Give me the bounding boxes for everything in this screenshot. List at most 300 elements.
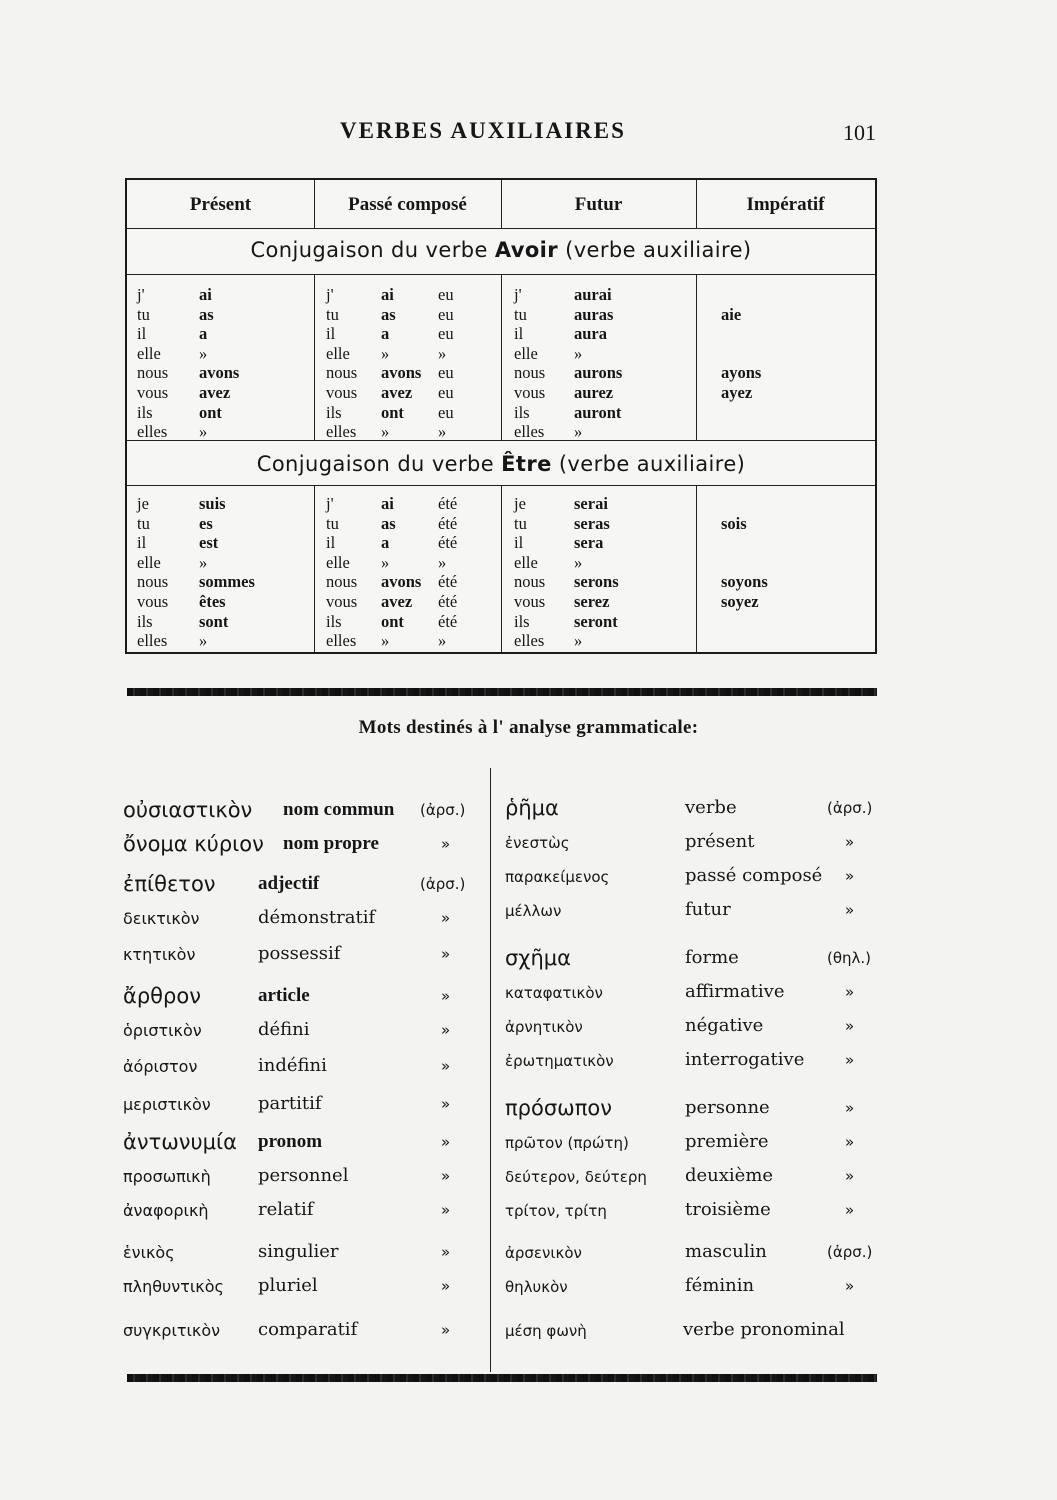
verb-form: »	[574, 343, 583, 363]
passe-compose-line	[326, 514, 496, 534]
passe-compose-line	[326, 363, 496, 383]
futur-line	[514, 533, 694, 553]
imperatif-line	[717, 344, 867, 364]
glossary-row	[505, 1240, 885, 1270]
futur-column	[514, 494, 694, 651]
gender-note: (ἀρσ.)	[420, 801, 466, 819]
auxiliary: ont	[381, 611, 404, 631]
french-term: passé composé	[685, 865, 823, 886]
bottom-rule	[127, 1374, 877, 1382]
pronoun: il	[137, 324, 147, 344]
avoir-conjugation	[127, 285, 875, 445]
french-term: indéfini	[258, 1055, 327, 1076]
glossary-row	[505, 1164, 885, 1194]
glossary-row	[505, 1130, 885, 1160]
auxiliary: as	[381, 513, 396, 533]
passe-compose-line	[326, 344, 496, 364]
greek-term: σχῆμα	[505, 946, 571, 970]
verb-form: »	[574, 422, 583, 442]
passe-compose-line	[326, 324, 496, 344]
imperatif-line	[717, 572, 867, 592]
pronoun: il	[326, 324, 336, 344]
french-term: masculin	[685, 1241, 767, 1262]
futur-line	[514, 383, 694, 403]
gender-note: (ἀρσ.)	[827, 799, 873, 817]
present-line	[137, 305, 307, 325]
participle: été	[438, 494, 458, 513]
gender-note: »	[441, 1201, 451, 1219]
auxiliary: avez	[381, 591, 413, 611]
auxiliary: »	[381, 422, 390, 442]
running-title: VERBES AUXILIAIRES	[340, 118, 626, 143]
pronoun: ils	[137, 402, 153, 422]
verb-form: aurai	[574, 285, 612, 304]
pronoun: ils	[514, 402, 530, 422]
pronoun: tu	[326, 304, 339, 324]
avoir-verb: Avoir	[494, 238, 559, 262]
imperatif-line	[717, 305, 867, 325]
gender-note: »	[845, 1167, 855, 1185]
present-line	[137, 383, 307, 403]
etre-conjugation	[127, 494, 875, 654]
french-term: affirmative	[685, 981, 785, 1002]
page-number: 101	[843, 120, 876, 145]
avoir-title-prefix: Conjugaison du verbe	[250, 238, 488, 262]
greek-term: ἐρωτηματικὸν	[505, 1052, 614, 1070]
present-line	[137, 612, 307, 632]
pronoun: elle	[137, 343, 161, 363]
participle: eu	[438, 402, 454, 422]
greek-term: ῥῆμα	[505, 796, 559, 820]
pronoun: il	[137, 533, 147, 553]
glossary-row	[123, 1240, 488, 1270]
greek-term: καταφατικὸν	[505, 984, 603, 1002]
passe-compose-line	[326, 572, 496, 592]
pronoun: elles	[326, 631, 357, 651]
futur-line	[514, 305, 694, 325]
french-term: démonstratif	[258, 907, 376, 928]
verb-form: serons	[574, 572, 619, 592]
glossary-row	[505, 1198, 885, 1228]
verb-form: soyez	[721, 591, 759, 611]
glossary-row	[123, 1318, 488, 1348]
pronoun: nous	[137, 572, 169, 592]
col-divider	[314, 180, 315, 228]
etre-verb: Être	[501, 452, 552, 476]
pronoun: elles	[326, 422, 357, 442]
greek-term: ὁριστικὸν	[123, 1021, 202, 1040]
gender-note: (θηλ.)	[827, 949, 872, 967]
imperatif-line	[717, 403, 867, 423]
passe-compose-line	[326, 553, 496, 573]
gender-note: »	[441, 1243, 451, 1261]
participle: »	[438, 631, 447, 651]
verb-form: aurez	[574, 382, 614, 402]
pronoun: nous	[326, 572, 358, 592]
pronoun: elles	[137, 422, 168, 442]
gender-note: »	[441, 1057, 451, 1075]
pronoun: tu	[326, 513, 339, 533]
greek-term: ἐπίθετον	[123, 872, 216, 896]
futur-line	[514, 592, 694, 612]
passe-compose-line	[326, 383, 496, 403]
pronoun: vous	[514, 591, 546, 611]
french-term: nom commun	[283, 799, 395, 820]
imperatif-line	[717, 514, 867, 534]
gender-note: »	[845, 1051, 855, 1069]
pronoun: nous	[326, 363, 358, 383]
auxiliary: as	[381, 304, 396, 324]
glossary-row	[505, 830, 885, 860]
greek-term: κτητικὸν	[123, 945, 196, 964]
futur-column	[514, 285, 694, 442]
pronoun: elle	[326, 552, 350, 572]
pronoun: il	[514, 324, 524, 344]
pronoun: j'	[514, 285, 522, 304]
glossary-row	[123, 832, 488, 862]
imperatif-line	[717, 363, 867, 383]
pronoun: ils	[326, 611, 342, 631]
verb-form: aura	[574, 324, 607, 344]
gender-note: »	[845, 1099, 855, 1117]
auxiliary: ai	[381, 285, 394, 304]
french-term: relatif	[258, 1199, 314, 1220]
glossary-row	[123, 1164, 488, 1194]
gender-note: »	[845, 1133, 855, 1151]
gender-note: »	[441, 945, 451, 963]
participle: »	[438, 422, 447, 442]
present-line	[137, 363, 307, 383]
verb-form: ayons	[721, 363, 762, 383]
greek-term: μεριστικὸν	[123, 1095, 211, 1114]
pronoun: nous	[137, 363, 169, 383]
french-term: deuxième	[685, 1165, 774, 1186]
gender-note: »	[441, 1021, 451, 1039]
greek-term: ἀρσενικὸν	[505, 1244, 582, 1262]
auxiliary: ont	[381, 402, 404, 422]
passe-compose-line	[326, 285, 496, 305]
greek-term: ἀρνητικὸν	[505, 1018, 583, 1036]
verb-form: as	[199, 304, 214, 324]
auxiliary: ai	[381, 494, 394, 513]
pronoun: vous	[137, 382, 169, 402]
verb-form: serez	[574, 591, 610, 611]
greek-term: ἄρθρον	[123, 984, 201, 1008]
verb-form: aie	[721, 304, 742, 324]
avoir-section-title	[127, 238, 875, 262]
imperatif-line	[717, 553, 867, 573]
pronoun: vous	[514, 382, 546, 402]
gender-note: »	[845, 1017, 855, 1035]
pronoun: j'	[137, 285, 145, 304]
pronoun: nous	[514, 572, 546, 592]
greek-term: δεικτικὸν	[123, 909, 200, 928]
verb-form: êtes	[199, 591, 226, 611]
french-term: singulier	[258, 1241, 339, 1262]
greek-term: οὐσιαστικὸν	[123, 798, 253, 822]
imperatif-column	[717, 285, 867, 442]
glossary-row	[123, 1198, 488, 1228]
present-line	[137, 572, 307, 592]
greek-term: ἑνικὸς	[123, 1243, 175, 1262]
french-term: nom propre	[283, 833, 379, 854]
present-line	[137, 592, 307, 612]
participle: été	[438, 591, 458, 611]
futur-line	[514, 514, 694, 534]
present-column	[137, 494, 307, 651]
glossary-row	[123, 1018, 488, 1048]
imperatif-line	[717, 422, 867, 442]
verb-form: auras	[574, 304, 614, 324]
etre-title-prefix: Conjugaison du verbe	[256, 452, 495, 476]
row-divider	[127, 440, 875, 441]
verb-form: sommes	[199, 572, 255, 592]
glossary-row	[505, 946, 885, 976]
pronoun: il	[514, 533, 524, 553]
french-term: troisième	[685, 1199, 771, 1220]
present-line	[137, 422, 307, 442]
futur-line	[514, 403, 694, 423]
pronoun: ils	[326, 402, 342, 422]
imperatif-line	[717, 631, 867, 651]
pronoun: je	[137, 494, 149, 513]
glossary-row	[123, 906, 488, 936]
glossary-row	[123, 1130, 488, 1160]
french-term: pronom	[258, 1131, 323, 1152]
etre-section-title	[127, 452, 875, 476]
futur-line	[514, 572, 694, 592]
auxiliary: avez	[381, 382, 413, 402]
pronoun: nous	[514, 363, 546, 383]
passe-compose-line	[326, 422, 496, 442]
avoir-title-suffix: (verbe auxiliaire)	[565, 238, 752, 262]
present-line	[137, 533, 307, 553]
verb-form: aurons	[574, 363, 623, 383]
glossary-divider	[490, 768, 491, 1372]
page-header	[0, 118, 1057, 148]
verb-form: soyons	[721, 572, 768, 592]
etre-title-suffix: (verbe auxiliaire)	[558, 452, 746, 476]
pronoun: ils	[514, 611, 530, 631]
french-term: verbe	[685, 797, 737, 818]
imperatif-line	[717, 592, 867, 612]
futur-line	[514, 285, 694, 305]
auxiliary: avons	[381, 572, 422, 592]
passe-compose-line	[326, 403, 496, 423]
present-line	[137, 403, 307, 423]
french-term: féminin	[685, 1275, 755, 1296]
french-term: forme	[685, 947, 739, 968]
present-line	[137, 631, 307, 651]
glossary-row	[505, 980, 885, 1010]
gender-note: »	[845, 867, 855, 885]
verb-form: »	[199, 422, 208, 442]
verb-form: »	[199, 343, 208, 363]
french-term: article	[258, 985, 310, 1006]
french-term: verbe pronominal	[683, 1319, 845, 1340]
glossary-row	[505, 864, 885, 894]
passe-compose-line	[326, 533, 496, 553]
verb-form: »	[574, 552, 583, 572]
gender-note: »	[441, 1167, 451, 1185]
pronoun: tu	[137, 513, 150, 533]
gender-note: »	[441, 1321, 451, 1339]
pronoun: elle	[514, 552, 538, 572]
futur-line	[514, 553, 694, 573]
verb-form: seront	[574, 611, 618, 631]
gender-note: »	[845, 833, 855, 851]
verb-form: »	[574, 631, 583, 651]
passe-compose-line	[326, 494, 496, 514]
header-present: Présent	[189, 194, 252, 215]
gender-note: »	[441, 1095, 451, 1113]
glossary-row	[505, 898, 885, 928]
verb-form: suis	[199, 494, 226, 513]
verb-form: sera	[574, 533, 604, 553]
gender-note: »	[845, 1201, 855, 1219]
verb-form: es	[199, 513, 213, 533]
glossary-row	[123, 1054, 488, 1084]
passe-compose-column	[326, 285, 496, 442]
glossary-row	[505, 1096, 885, 1126]
conjugation-table	[125, 178, 877, 654]
pronoun: il	[326, 533, 336, 553]
verb-form: serai	[574, 494, 608, 513]
verb-form: sont	[199, 611, 229, 631]
glossary-title: Mots destinés à l' analyse grammaticale:	[358, 717, 699, 738]
gender-note: »	[441, 835, 451, 853]
gender-note: »	[441, 1133, 451, 1151]
header-futur: Futur	[574, 194, 623, 215]
verb-form: a	[199, 324, 208, 344]
french-term: adjectif	[258, 873, 320, 894]
greek-term: τρίτον, τρίτη	[505, 1202, 607, 1220]
futur-line	[514, 344, 694, 364]
futur-line	[514, 612, 694, 632]
header-imperatif: Impératif	[746, 194, 825, 215]
gender-note: »	[845, 983, 855, 1001]
participle: eu	[438, 304, 454, 324]
french-term: pluriel	[258, 1275, 318, 1296]
glossary-row	[505, 796, 885, 826]
greek-term: προσωπικὴ	[123, 1167, 211, 1186]
french-term: négative	[685, 1015, 764, 1036]
glossary-row	[505, 1014, 885, 1044]
pronoun: vous	[326, 382, 358, 402]
french-term: présent	[685, 831, 755, 852]
greek-term: ἀντωνυμία	[123, 1130, 237, 1154]
pronoun: tu	[514, 513, 527, 533]
passe-compose-line	[326, 631, 496, 651]
pronoun: elle	[326, 343, 350, 363]
present-line	[137, 514, 307, 534]
glossary-row	[505, 1048, 885, 1078]
french-term: comparatif	[258, 1319, 358, 1340]
french-term: première	[685, 1131, 769, 1152]
imperatif-line	[717, 494, 867, 514]
pronoun: elles	[137, 631, 168, 651]
auxiliary: avons	[381, 363, 422, 383]
verb-form: »	[199, 552, 208, 572]
pronoun: j'	[326, 494, 334, 513]
gender-note: (ἀρσ.)	[827, 1243, 873, 1261]
french-term: possessif	[258, 943, 341, 964]
col-divider	[501, 180, 502, 228]
verb-form: auront	[574, 402, 622, 422]
passe-compose-line	[326, 305, 496, 325]
futur-line	[514, 363, 694, 383]
french-term: personne	[685, 1097, 770, 1118]
top-rule	[127, 688, 877, 696]
verb-form: »	[199, 631, 208, 651]
pronoun: tu	[514, 304, 527, 324]
glossary-row	[505, 1318, 885, 1348]
gender-note: »	[441, 1277, 451, 1295]
verb-form: est	[199, 533, 219, 553]
gender-note: »	[441, 909, 451, 927]
gender-note: »	[845, 901, 855, 919]
pronoun: vous	[137, 591, 169, 611]
verb-form: seras	[574, 513, 610, 533]
auxiliary: »	[381, 343, 390, 363]
greek-term: παρακείμενος	[505, 868, 610, 886]
greek-term: ἐνεστὼς	[505, 834, 570, 852]
participle: été	[438, 533, 458, 553]
greek-term: ἀναφορικὴ	[123, 1201, 209, 1220]
present-line	[137, 494, 307, 514]
pronoun: tu	[137, 304, 150, 324]
participle: été	[438, 513, 458, 533]
glossary-row	[123, 984, 488, 1014]
greek-term: θηλυκὸν	[505, 1278, 568, 1296]
pronoun: elle	[514, 343, 538, 363]
present-line	[137, 324, 307, 344]
glossary-row	[123, 798, 488, 828]
present-line	[137, 553, 307, 573]
gender-note: »	[845, 1277, 855, 1295]
imperatif-line	[717, 324, 867, 344]
pronoun: je	[514, 494, 526, 513]
participle: eu	[438, 363, 454, 383]
greek-term: πρόσωπον	[505, 1096, 612, 1120]
futur-line	[514, 422, 694, 442]
participle: eu	[438, 382, 454, 402]
pronoun: elles	[514, 422, 545, 442]
greek-term: δεύτερον, δεύτερη	[505, 1168, 647, 1186]
imperatif-column	[717, 494, 867, 651]
glossary-row	[123, 1274, 488, 1304]
french-term: futur	[685, 899, 731, 920]
glossary-row	[123, 1092, 488, 1122]
passe-compose-line	[326, 592, 496, 612]
pronoun: elles	[514, 631, 545, 651]
participle: été	[438, 611, 458, 631]
gender-note: (ἀρσ.)	[420, 875, 466, 893]
passe-compose-line	[326, 612, 496, 632]
glossary-row	[123, 872, 488, 902]
french-term: partitif	[258, 1093, 322, 1114]
pronoun: ils	[137, 611, 153, 631]
imperatif-line	[717, 533, 867, 553]
verb-form: avons	[199, 363, 240, 383]
present-line	[137, 285, 307, 305]
participle: été	[438, 572, 458, 592]
greek-term: συγκριτικὸν	[123, 1321, 221, 1340]
futur-line	[514, 631, 694, 651]
verb-form: ayez	[721, 382, 753, 402]
imperatif-line	[717, 612, 867, 632]
auxiliary: »	[381, 631, 390, 651]
